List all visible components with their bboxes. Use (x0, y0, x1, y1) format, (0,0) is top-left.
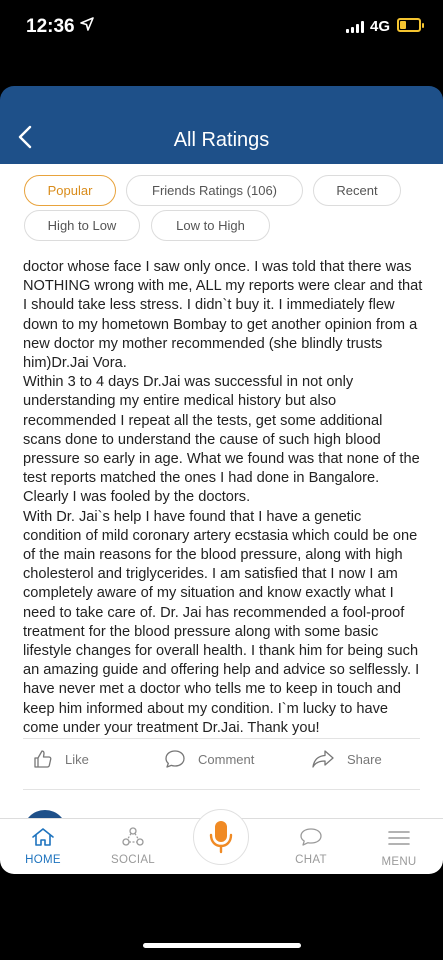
filter-high-to-low[interactable]: High to Low (24, 210, 140, 241)
like-label: Like (65, 751, 89, 767)
app-header (0, 86, 443, 164)
nav-home[interactable] (8, 827, 78, 866)
status-time: 12:36 (26, 16, 75, 37)
filter-friends-ratings[interactable]: Friends Ratings (106) (126, 175, 303, 206)
voice-search-button[interactable] (193, 809, 249, 865)
comment-button[interactable] (164, 749, 254, 769)
review-body (23, 258, 423, 738)
home-icon (31, 827, 55, 847)
like-button[interactable] (33, 749, 89, 769)
filter-popular[interactable]: Popular (24, 175, 116, 206)
ratings-content[interactable] (0, 164, 443, 818)
nav-chat[interactable] (276, 827, 346, 866)
nav-social[interactable] (98, 827, 168, 866)
comment-label: Comment (198, 751, 255, 767)
review-paragraph: With Dr. Jai`s help I have found that I have a genetic condition of mild coronary artery ecstasia which could be one of the main reasons for the blood pressure, along with high cholesterol and triglycerides. I am satisfied that I now I am completely aware of my situation and know exactly what I need to take care of. Dr. Jai has recommended a fool-proof treatment for the blood pressure along with some basic lifestyle changes for overall health. I thank him for being such an amazing guide and offering help and advice so selflessly. I have never met a doctor who tells me to keep in touch and keep him informed about my condition. I`m lucky to have come under your treatment Dr.Jai. Thank you! (23, 508, 420, 736)
page-title: All Ratings (173, 129, 270, 151)
hamburger-menu-icon (387, 827, 411, 849)
bottom-navigation (0, 818, 443, 874)
battery-icon (397, 18, 421, 32)
nav-social-label: SOCIAL (111, 854, 155, 866)
status-bar (0, 0, 443, 60)
network-type: 4G (370, 18, 391, 35)
share-label: Share (347, 751, 382, 767)
divider (23, 789, 420, 790)
nav-home-label: HOME (25, 854, 61, 866)
review-paragraph: doctor whose face I saw only once. I was told that there was NOTHING wrong with me, ALL my reports were clear and that I should take less stress. I didn`t buy it. I immediately flew down to my hometown Bombay to get another opinion from a new doctor my mother recommended (she blindly trusts him)Dr.Jai Vora. (23, 259, 423, 372)
divider (23, 738, 420, 739)
filter-recent[interactable]: Recent (313, 175, 401, 206)
nav-chat-label: CHAT (295, 854, 327, 866)
filter-low-to-high[interactable]: Low to High (151, 210, 270, 241)
thumbs-up-icon (33, 749, 53, 769)
location-arrow-icon (80, 17, 94, 31)
share-arrow-icon (311, 749, 335, 769)
nav-menu-label: MENU (381, 856, 417, 868)
avatar[interactable] (23, 810, 67, 818)
review-paragraph: Within 3 to 4 days Dr.Jai was successful in not only understanding my entire medical history but also recommended I repeat all the tests, get some additional scans done to understand the cause of such high blood pressure so early in age. What we found was that none of the test reports matched the ones I had done in Bangalore. Clearly I was fooled by the doctors. (23, 374, 420, 506)
chat-bubble-icon (298, 827, 324, 847)
microphone-icon (208, 819, 234, 855)
comment-bubble-icon (164, 749, 186, 769)
home-indicator[interactable] (143, 943, 301, 948)
share-button[interactable] (311, 749, 382, 769)
nav-menu[interactable] (364, 827, 434, 868)
social-network-icon (121, 827, 145, 847)
filter-bar (0, 164, 443, 248)
review-actions (0, 749, 443, 775)
signal-icon (346, 21, 364, 33)
